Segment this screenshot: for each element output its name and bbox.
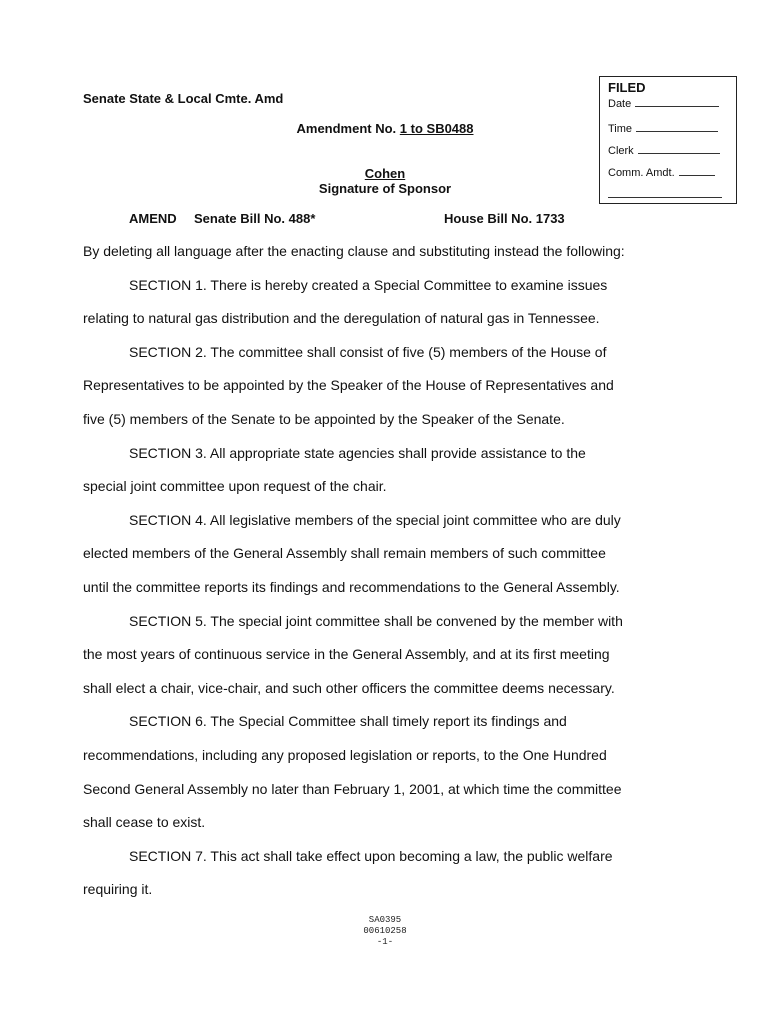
committee-heading: Senate State & Local Cmte. Amd: [83, 91, 284, 106]
section-7-line-1: SECTION 7. This act shall take effect upon becoming a law, the public welfare: [129, 848, 613, 864]
section-6-line-4: shall cease to exist.: [83, 814, 206, 830]
section-5-line-2: the most years of continuous service in the General Assembly, and at its first meeting: [83, 646, 610, 662]
section-3-line-2: special joint committee upon request of the chair.: [83, 478, 387, 494]
senate-bill-number: Senate Bill No. 488*: [194, 211, 316, 226]
amendment-prefix: Amendment No.: [296, 121, 397, 136]
amendment-body: [83, 0, 703, 1024]
section-2-line-3: five (5) members of the Senate to be appointed by the Speaker of the Senate.: [83, 411, 565, 427]
section-2-line-1: SECTION 2. The committee shall consist of five (5) members of the House of: [129, 344, 607, 360]
section-6-line-2: recommendations, including any proposed legislation or reports, to the One Hundred: [83, 747, 607, 763]
sponsor-signature-label: Signature of Sponsor: [318, 181, 452, 196]
section-7-line-2: requiring it.: [83, 881, 153, 897]
section-4-line-3: until the committee reports its findings and recommendations to the General Assembly.: [83, 579, 620, 595]
section-1-line-2: relating to natural gas distribution and the deregulation of natural gas in Tennessee.: [83, 310, 600, 326]
section-5-line-3: shall elect a chair, vice-chair, and such other officers the committee deems necessary.: [83, 680, 615, 696]
section-4-line-2: elected members of the General Assembly shall remain members of such committee: [83, 545, 606, 561]
filed-comm-label: Comm. Amdt.: [608, 167, 675, 179]
filed-clerk-label: Clerk: [608, 145, 634, 157]
section-2-line-2: Representatives to be appointed by the Speaker of the House of Representatives and: [83, 377, 614, 393]
page-footer: [0, 915, 770, 948]
amend-label: AMEND: [129, 211, 177, 226]
filed-date-label: Date: [608, 98, 632, 110]
section-1-line-1: SECTION 1. There is hereby created a Special Committee to examine issues: [129, 277, 608, 293]
section-6-line-3: Second General Assembly no later than February 1, 2001, at which time the committee: [83, 781, 622, 797]
section-6-line-1: SECTION 6. The Special Committee shall timely report its findings and: [129, 713, 567, 729]
page-number: -1-: [376, 937, 394, 947]
section-4-line-1: SECTION 4. All legislative members of the special joint committee who are duly: [129, 512, 621, 528]
sponsor-name: Cohen: [364, 166, 406, 181]
filed-title: FILED: [608, 80, 646, 95]
house-bill-number: House Bill No. 1733: [444, 211, 565, 226]
footer-code-2: 00610258: [363, 926, 407, 936]
amendment-reference: 1 to SB0488: [399, 121, 474, 136]
section-3-line-1: SECTION 3. All appropriate state agencies shall provide assistance to the: [129, 445, 586, 461]
section-5-line-1: SECTION 5. The special joint committee shall be convened by the member with: [129, 613, 623, 629]
intro-paragraph: By deleting all language after the enacting clause and substituting instead the following:: [83, 243, 625, 259]
footer-code-1: SA0395: [368, 915, 402, 925]
filed-time-label: Time: [608, 123, 633, 135]
